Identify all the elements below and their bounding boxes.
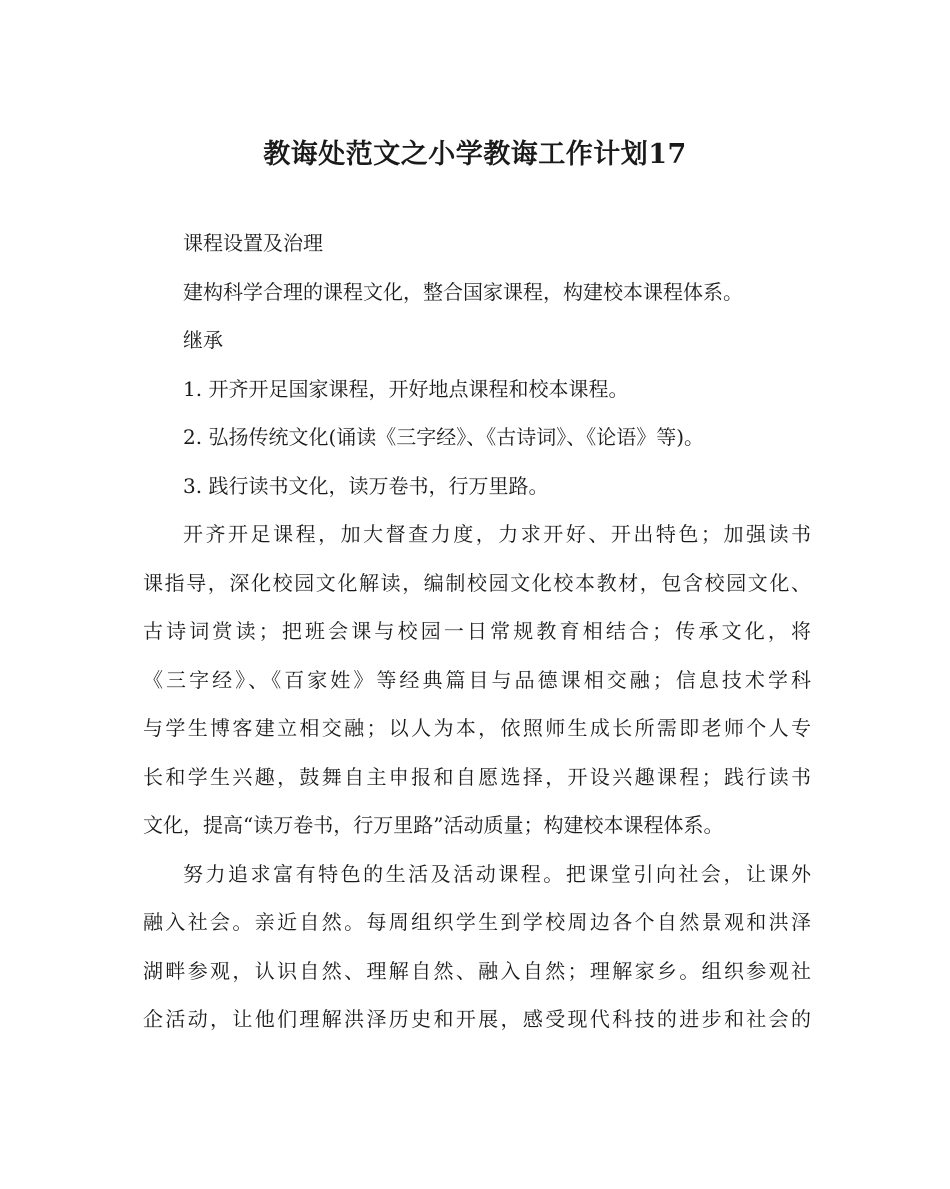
paragraph-line: 与学生博客建立相交融；以人为本，依照师生成长所需即老师个人专 bbox=[143, 716, 811, 740]
list-item: 2. 弘扬传统文化(诵读《三字经》、《古诗词》、《论语》等)。 bbox=[183, 425, 705, 449]
section-heading: 课程设置及治理 bbox=[183, 231, 323, 255]
paragraph-line: 开齐开足课程，加大督查力度，力求开好、开出特色；加强读书 bbox=[183, 522, 811, 546]
document-body bbox=[143, 219, 811, 1044]
paragraph-line: 企活动，让他们理解洪泽历史和开展，感受现代科技的进步和社会的 bbox=[143, 1007, 811, 1031]
paragraph-line: 努力追求富有特色的生活及活动课程。把课堂引向社会，让课外 bbox=[183, 861, 811, 886]
paragraph bbox=[143, 850, 811, 1044]
paragraph-line: 长和学生兴趣，鼓舞自主申报和自愿选择，开设兴趣课程；践行读书 bbox=[143, 764, 811, 789]
paragraph-line: 融入社会。亲近自然。每周组织学生到学校周边各个自然景观和洪泽 bbox=[143, 910, 811, 934]
paragraph: 建构科学合理的课程文化，整合国家课程，构建校本课程体系。 bbox=[183, 279, 743, 304]
section-heading: 继承 bbox=[183, 328, 223, 352]
paragraph bbox=[143, 510, 811, 850]
paragraph-line: 古诗词赏读；把班会课与校园一日常规教育相结合；传承文化，将 bbox=[143, 619, 811, 643]
paragraph-line: 文化，提高“读万卷书，行万里路”活动质量；构建校本课程体系。 bbox=[143, 813, 724, 837]
paragraph-line: 湖畔参观，认识自然、理解自然、融入自然；理解家乡。组织参观社 bbox=[143, 958, 811, 983]
paragraph-line: 课指导，深化校园文化解读，编制校园文化校本教材，包含校园文化、 bbox=[143, 570, 811, 595]
document-title: 教诲处范文之小学教诲工作计划17 bbox=[263, 139, 687, 170]
paragraph-line: 《三字经》、《百家姓》等经典篇目与品德课相交融；信息技术学科 bbox=[143, 667, 811, 692]
list-item: 1. 开齐开足国家课程，开好地点课程和校本课程。 bbox=[183, 376, 629, 401]
list-item: 3. 践行读书文化，读万卷书，行万里路。 bbox=[183, 473, 549, 498]
